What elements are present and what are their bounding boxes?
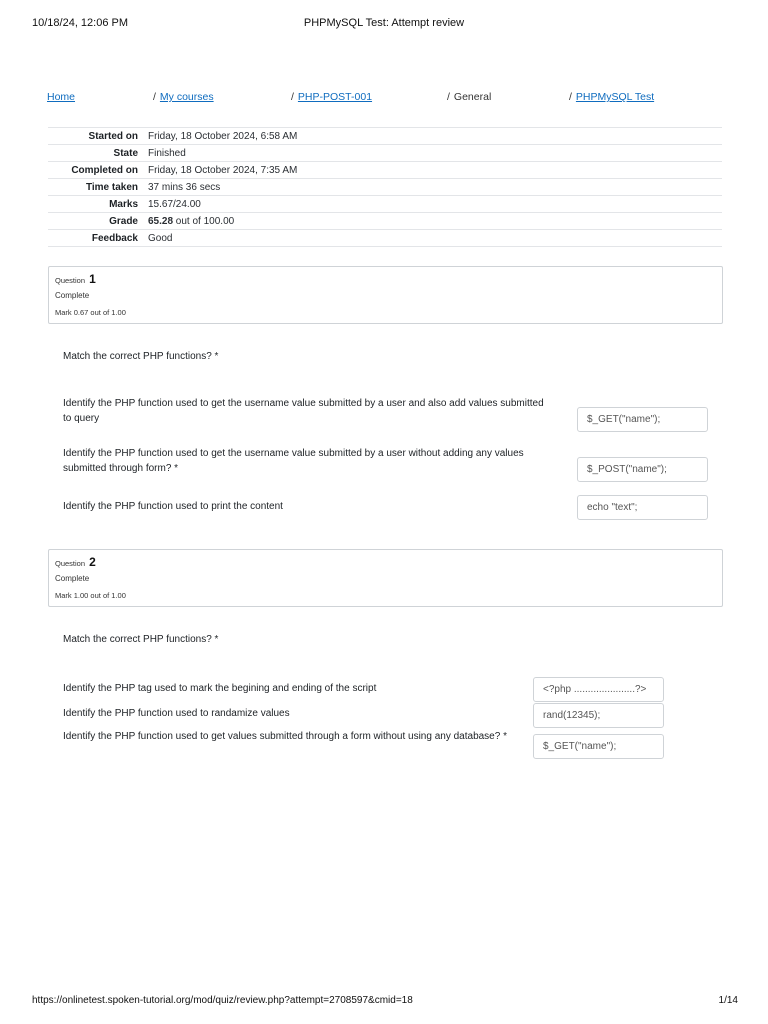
- match-stem: [63, 446, 524, 476]
- breadcrumb-quiz-link[interactable]: PHPMySQL Test: [575, 91, 655, 103]
- question-mark: Mark 1.00 out of 1.00: [55, 591, 126, 600]
- match-answer-select[interactable]: rand(12345);: [533, 703, 664, 728]
- breadcrumb-section: [447, 91, 491, 103]
- match-stem: [63, 499, 283, 514]
- summary-label: Time taken: [85, 181, 138, 193]
- summary-label: Completed on: [71, 164, 138, 176]
- breadcrumb-separator: /: [291, 91, 294, 103]
- stem-line: Identify the PHP function used to get the username value submitted by a user without adding any values: [63, 448, 524, 459]
- print-page-number: 1/14: [718, 995, 738, 1006]
- summary-value: 15.67/24.00: [148, 198, 201, 210]
- summary-label: Grade: [109, 215, 138, 227]
- match-answer-select[interactable]: <?php ......................?>: [533, 677, 664, 702]
- summary-value: Finished: [148, 147, 186, 159]
- question-prefix: Question: [55, 276, 86, 285]
- stem-line: Identify the PHP function used to get values submitted through a form without using any database? *: [63, 731, 507, 742]
- summary-value: Friday, 18 October 2024, 7:35 AM: [148, 164, 298, 176]
- stem-line: to query: [63, 413, 100, 424]
- print-header: [0, 17, 768, 33]
- breadcrumb-quiz[interactable]: [569, 91, 654, 103]
- summary-value: Friday, 18 October 2024, 6:58 AM: [148, 130, 298, 142]
- breadcrumb: [47, 91, 727, 107]
- summary-value: [148, 216, 234, 227]
- breadcrumb-separator: /: [153, 91, 156, 103]
- summary-row-state: [48, 145, 722, 162]
- match-stem: [63, 396, 544, 426]
- breadcrumb-my-courses[interactable]: [153, 91, 214, 103]
- stem-line: Identify the PHP function used to get the username value submitted by a user and also add values submitted: [63, 398, 544, 409]
- summary-label: State: [113, 147, 138, 159]
- match-stem: [63, 681, 376, 696]
- summary-label: Marks: [109, 198, 138, 210]
- stem-line: submitted through form? *: [63, 463, 179, 474]
- match-answer-select[interactable]: $_POST("name");: [577, 457, 708, 482]
- print-datetime: 10/18/24, 12:06 PM: [32, 17, 129, 29]
- breadcrumb-separator: /: [447, 91, 450, 103]
- question-info-box: [48, 266, 723, 324]
- question-mark: Mark 0.67 out of 1.00: [55, 308, 126, 317]
- question-state: Complete: [55, 574, 90, 583]
- summary-row-completed: [48, 162, 722, 179]
- grade-out-of: out of 100.00: [173, 215, 235, 227]
- summary-row-started: [48, 128, 722, 145]
- summary-row-grade: [48, 213, 722, 230]
- print-title: PHPMySQL Test: Attempt review: [303, 17, 465, 29]
- breadcrumb-my-courses-link[interactable]: My courses: [159, 91, 214, 103]
- grade-value: 65.28: [148, 215, 174, 227]
- question-info-box: [48, 549, 723, 607]
- question-prefix: Question: [55, 559, 86, 568]
- question-number-value: 1: [89, 272, 96, 286]
- match-answer-select[interactable]: $_GET("name");: [533, 734, 664, 759]
- stem-line: Identify the PHP tag used to mark the begining and ending of the script: [63, 683, 377, 694]
- stem-line: Identify the PHP function used to randamize values: [63, 708, 290, 719]
- attempt-summary-table: [48, 127, 722, 247]
- summary-row-feedback: [48, 230, 722, 247]
- breadcrumb-course-link[interactable]: PHP-POST-001: [297, 91, 373, 103]
- breadcrumb-home[interactable]: [47, 91, 75, 103]
- breadcrumb-course[interactable]: [291, 91, 372, 103]
- match-answer-select[interactable]: $_GET("name");: [577, 407, 708, 432]
- summary-row-time-taken: [48, 179, 722, 196]
- match-stem: [63, 729, 507, 744]
- question-number-value: 2: [89, 555, 96, 569]
- question-state: Complete: [55, 291, 90, 300]
- stem-line: Identify the PHP function used to print the content: [63, 501, 283, 512]
- breadcrumb-section-label: General: [453, 91, 492, 103]
- question-text: Match the correct PHP functions? *: [63, 634, 219, 645]
- breadcrumb-separator: /: [569, 91, 572, 103]
- print-url: https://onlinetest.spoken-tutorial.org/mod/quiz/review.php?attempt=2708597&cmid=18: [32, 995, 413, 1006]
- summary-row-marks: [48, 196, 722, 213]
- breadcrumb-home-link[interactable]: Home: [47, 91, 76, 103]
- summary-value: 37 mins 36 secs: [148, 181, 221, 193]
- match-stem: [63, 706, 290, 721]
- print-footer: [0, 995, 768, 1011]
- question-number: [55, 272, 96, 286]
- summary-value: Good: [148, 232, 173, 244]
- match-answer-select[interactable]: echo "text";: [577, 495, 708, 520]
- question-text: Match the correct PHP functions? *: [63, 351, 219, 362]
- summary-label: Started on: [88, 130, 138, 142]
- question-number: [55, 555, 96, 569]
- summary-label: Feedback: [91, 232, 138, 244]
